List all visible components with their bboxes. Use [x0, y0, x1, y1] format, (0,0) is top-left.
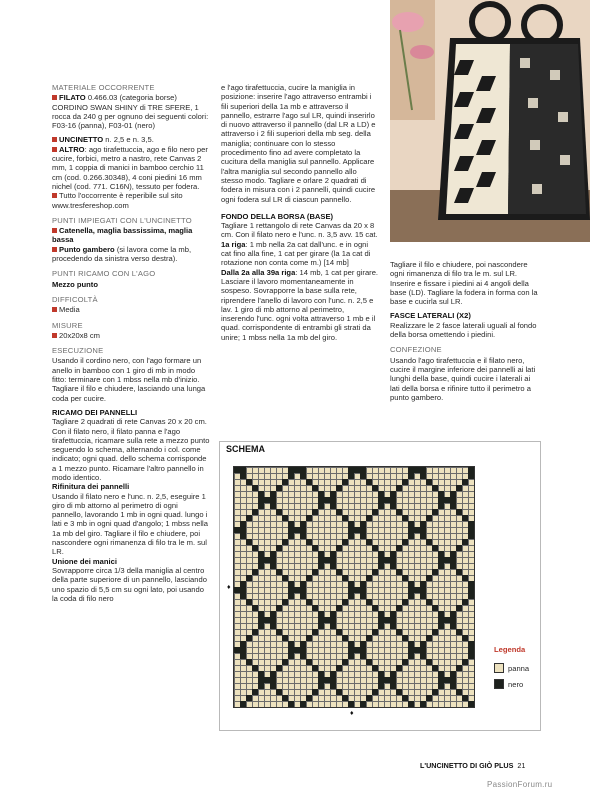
chart-cell-nero [246, 575, 252, 581]
chart-cell-nero [402, 539, 408, 545]
rifinitura-title: Rifinitura dei pannelli [52, 482, 130, 492]
ricamo-pannelli-title: RICAMO DEI PANNELLI [52, 407, 138, 417]
chart-cell-nero [372, 689, 378, 695]
swatch-panna [494, 663, 504, 673]
section-title-esecuzione: ESECUZIONE [52, 346, 104, 356]
chart-cell-nero [366, 515, 372, 521]
filato-paragraph: FILATO 0.466.03 (categoria borse) CORDINO SWAN SHINY di TRE SFERE, 1 rocca da 240 g per ognuno dei seguenti colori: F03-16 (panna), F03-01 (nero) [52, 93, 209, 131]
bag-photo [390, 0, 590, 242]
chart-cell-nero [342, 479, 348, 485]
fasce-text: Realizzare le 2 fasce laterali uguali al fondo della borsa omettendo i piedini. [390, 320, 537, 340]
chart-cell-nero [258, 683, 264, 689]
chart-cell-nero [468, 473, 474, 479]
chart-cell-nero [420, 701, 426, 707]
bullet-square-icon [52, 95, 57, 100]
piedini-text: Tagliare il filo e chiudere, poi nascondere ogni rimanenza di filo tra le m. sul LR. Inserire e fissare i piedini ai 4 angoli della base (LD). Tagliare la fodera in forma con la base e cucirla sul LR. [390, 260, 538, 307]
chart-cell-nero [312, 509, 318, 515]
chart-cell-nero [306, 635, 312, 641]
bullet-square-icon [52, 333, 57, 338]
chart-cell-nero [408, 653, 414, 659]
chart-cell-nero [288, 701, 294, 707]
chart-cell-nero [288, 533, 294, 539]
punti-list: Catenella, maglia bassissima, maglia bassa [52, 226, 193, 245]
chart-cell-nero [462, 659, 468, 665]
altro-paragraph: ALTRO: ago tirafettuccia, ago e filo nero per cucire, forbici, metro a nastro, rete Canvas 2 mm, 1 coppia di manici in bamboo cerchio 11 cm (cod. 0.266.30348), 4 coni piedini 16 mm nichel (cod. 771. C16N), tessuto per fodera. [52, 144, 208, 191]
chart-cell-nero [318, 503, 324, 509]
bullet-square-icon [52, 137, 57, 142]
chart-cell-nero [438, 683, 444, 689]
chart-cell-nero [432, 689, 438, 695]
chart-cell-nero [456, 485, 462, 491]
unione-text: Sovrapporre circa 1/3 della maniglia al centro della parte superiore di un pannello, lasciando uno spazio di 5,5 cm su ogni lato, poi usando la coda di filo nero [52, 565, 207, 603]
chart-cell-nero [408, 593, 414, 599]
fondo-title: FONDO DELLA BORSA (BASE) [221, 211, 334, 221]
chart-cell-nero [282, 599, 288, 605]
misure-paragraph: 20x20x8 cm [52, 331, 210, 340]
row-marker-icon: ♦ [227, 584, 231, 591]
section-title-misure: MISURE [52, 320, 83, 330]
chart-cell-nero [336, 485, 342, 491]
chart-cell-nero [288, 593, 294, 599]
punto-gambero-paragraph: Punto gambero (si lavora come la mb, procedendo da sinistra verso destra). [52, 244, 192, 264]
page-footer [420, 761, 525, 770]
chart-cell-nero [438, 503, 444, 509]
chart-cell-nero [366, 695, 372, 701]
chart-cell-nero [252, 629, 258, 635]
bullet-square-icon [52, 147, 57, 152]
chart-cell-nero [282, 539, 288, 545]
chart-cell-nero [258, 563, 264, 569]
chart-cell-nero [426, 695, 432, 701]
bullet-square-icon [52, 228, 57, 233]
chart-cell-nero [432, 509, 438, 515]
watermark: PassionForum.ru [487, 780, 553, 789]
chart-cell-nero [462, 539, 468, 545]
fondo-text-2: Lasciare il lavoro momentaneamente in sospeso. Sovrapporre la base sulla rete, riprendere l'anello di lavoro con l'unc. n. 2,5 e lav. 1 giro di mb attorno al perimetro, inserendo l'unc. ogni volta attraverso 1 mb e il quad. corrispondente di entrambi gli strati da unire; 1 mbss nella 1a mb del giro. [221, 276, 376, 342]
section-title-confezione: CONFEZIONE [390, 345, 442, 355]
chart-cell-nero [258, 623, 264, 629]
chart-cell-nero [246, 515, 252, 521]
chart-cell-nero [396, 485, 402, 491]
chart-cell-nero [366, 575, 372, 581]
chart-cell-nero [462, 599, 468, 605]
chart-cell-nero [252, 569, 258, 575]
chart-cell-nero [282, 659, 288, 665]
chart-cell-nero [468, 593, 474, 599]
chart-cell-nero [378, 683, 384, 689]
chart-cell-nero [258, 503, 264, 509]
chart-cell-nero [408, 533, 414, 539]
chart-cell-nero [276, 665, 282, 671]
chart-cell-nero [348, 653, 354, 659]
difficolta-paragraph: Media [52, 305, 210, 314]
chart-cell-nero [462, 479, 468, 485]
chart-cell-nero [396, 605, 402, 611]
chart-cell-nero [306, 695, 312, 701]
magazine-name: L'UNCINETTO DI GIÒ PLUS [420, 761, 514, 770]
bag-illustration [390, 0, 590, 242]
legend [494, 645, 550, 695]
chart-cell-nero [276, 545, 282, 551]
chart-cell-nero [396, 665, 402, 671]
riga1-paragraph: 1a riga: 1 mb nella 2a cat dall'unc. e in ogni cat fino alla fine, 1 cat per girare (la 1a cat di rotazione non conta come m.) [14 mb] [221, 239, 371, 268]
legend-label-nero: nero [508, 679, 524, 689]
chart-cell-nero [372, 509, 378, 515]
chart-cell-nero [402, 599, 408, 605]
chart-cell-nero [378, 563, 384, 569]
column-left [52, 83, 210, 608]
chart-cell-nero [366, 635, 372, 641]
page-number: 21 [517, 761, 526, 770]
legend-title: Legenda [494, 645, 526, 654]
chart-cell-nero [306, 575, 312, 581]
column-right [390, 260, 540, 407]
chart-cell-nero [318, 623, 324, 629]
chart-cell-nero [342, 659, 348, 665]
chart-cell-nero [438, 563, 444, 569]
chart-cell-nero [456, 605, 462, 611]
schema-panel [219, 441, 541, 731]
chart-cell-nero [246, 635, 252, 641]
cucitura-manici-text: e l'ago tirafettuccia, cucire la maniglia in posizione: inserire l'ago attraverso entrambi i fili superiori della 1a mb e attraverso il pannello, estrarre l'ago sul LR, quindi inserirlo di nuovo attraverso il pannello (dal LR a LD) e attraverso i 2 fili superiori della mb seg. della maniglia; continuare con lo stesso procedimento fino ad avere completato la cucitura della maniglia sul pannello. Applicare l'altra maniglia sul secondo pannello allo stesso modo. Tagliare e orlare 2 quadrati di fodera in misura con i 2 pannelli, quindi cucire ogni fodera sul LR di ciascun pannello. [221, 83, 376, 204]
bullet-square-icon [52, 193, 57, 198]
chart-cell-nero [288, 473, 294, 479]
chart-cell-nero [426, 575, 432, 581]
embroidery-chart-grid [233, 466, 475, 708]
chart-cell-nero [336, 605, 342, 611]
chart-cell-nero [276, 605, 282, 611]
ricamo-text: Mezzo punto [52, 279, 98, 289]
chart-cell-nero [372, 629, 378, 635]
chart-cell-nero [336, 545, 342, 551]
ricamo-pannelli-text: Tagliare 2 quadrati di rete Canvas 20 x 20 cm. Con il filato nero, il filato panna e l'ago tirafettuccia, ricamare sulla rete a mezzo punto seguendo lo schema, alternando i col. come indicato; ogni quad. dello schema corrisponde a 1 mezzo punto. Ricamare l'altro pannello in modo identico. [52, 417, 210, 482]
chart-cell-nero [456, 545, 462, 551]
chart-cell-nero [348, 533, 354, 539]
uncinetto-paragraph: UNCINETTO n. 2,5 e n. 3,5. [52, 135, 210, 144]
chart-cell-nero [396, 545, 402, 551]
fasce-title: FASCE LATERALI (X2) [390, 311, 471, 321]
chart-cell-nero [402, 479, 408, 485]
riga2-paragraph: Dalla 2a alla 39a riga: 14 mb, 1 cat per girare. [221, 267, 379, 277]
chart-cell-nero [456, 665, 462, 671]
chart-cell-nero [348, 701, 354, 707]
tutto-paragraph: Tutto l'occorrente è reperibile sul sito www.tresfereshop.com [52, 191, 183, 210]
chart-cell-nero [468, 533, 474, 539]
bullet-square-icon [52, 307, 57, 312]
esecuzione-text: Usando il cordino nero, con l'ago formare un anello in bamboo con 1 giro di mb in modo fitto: terminare con 1 mbss nella mb d'inizio. Tagliare il filo e chiudere, lasciando una lunga coda per cucire. [52, 356, 206, 403]
confezione-text: Usando l'ago tirafettuccia e il filato nero, cucire il margine inferiore dei pannelli ai lati lunghi della base, quindi cucire i laterali ai lati della borsa e rifinire tutto il perimetro a punto gambero. [390, 355, 536, 402]
chart-cell-nero [438, 623, 444, 629]
chart-cell-nero [252, 509, 258, 515]
chart-cell-nero [342, 539, 348, 545]
legend-item-nero [494, 679, 550, 689]
chart-cell-nero [276, 485, 282, 491]
chart-cell-nero [468, 653, 474, 659]
chart-cell-nero [306, 515, 312, 521]
section-title-ricamo: PUNTI RICAMO CON L'AGO [52, 269, 156, 279]
chart-cell-nero [348, 473, 354, 479]
section-title-materiale: MATERIALE OCCORRENTE [52, 83, 155, 92]
chart-cell-nero [378, 623, 384, 629]
column-middle [221, 83, 379, 347]
chart-cell-nero [282, 479, 288, 485]
chart-cell-nero [240, 701, 246, 707]
chart-cell-nero [312, 629, 318, 635]
chart-cell-nero [246, 695, 252, 701]
chart-cell-nero [300, 701, 306, 707]
chart-cell-nero [432, 629, 438, 635]
bullet-square-icon [52, 247, 57, 252]
chart-cell-nero [342, 599, 348, 605]
chart-cell-nero [402, 659, 408, 665]
unione-title: Unione dei manici [52, 556, 117, 566]
chart-cell-nero [336, 665, 342, 671]
chart-cell-nero [378, 503, 384, 509]
chart-cell-nero [426, 635, 432, 641]
section-title-punti: PUNTI IMPIEGATI CON L'UNCINETTO [52, 215, 192, 225]
chart-cell-nero [348, 593, 354, 599]
chart-cell-nero [360, 701, 366, 707]
chart-cell-nero [426, 515, 432, 521]
chart-cell-nero [252, 689, 258, 695]
chart-cell-nero [312, 569, 318, 575]
rifinitura-text: Usando il filato nero e l'unc. n. 2,5, eseguire 1 giro di mb attorno al perimetro di ogni pannello, lavorando 1 mb in ogni quad. lungo i lati e 3 mb in ogni quad d'angolo; 1 mbss nella 1a mb del giro. Tagliare il filo e chiudere, poi nascondere ogni rimanenza di filo tra le m. sul LR. [52, 491, 208, 557]
col-marker-icon: ♦ [350, 710, 354, 717]
swatch-nero [494, 679, 504, 689]
chart-cell-nero [288, 653, 294, 659]
section-title-difficolta: DIFFICOLTÀ [52, 294, 98, 304]
legend-label-panna: panna [508, 663, 530, 673]
chart-cell-nero [312, 689, 318, 695]
chart-cell-nero [432, 569, 438, 575]
chart-cell-nero [372, 569, 378, 575]
chart-cell-nero [318, 683, 324, 689]
chart-cell-nero [468, 701, 474, 707]
legend-item-panna [494, 663, 550, 673]
chart-cell-nero [318, 563, 324, 569]
fondo-text: Tagliare 1 rettangolo di rete Canvas da 20 x 8 cm. Con il filato nero e l'unc. n. 3,5 avv. 15 cat. [221, 221, 378, 240]
chart-cell-nero [408, 701, 414, 707]
schema-title: SCHEMA [226, 444, 266, 454]
chart-cell-nero [408, 473, 414, 479]
